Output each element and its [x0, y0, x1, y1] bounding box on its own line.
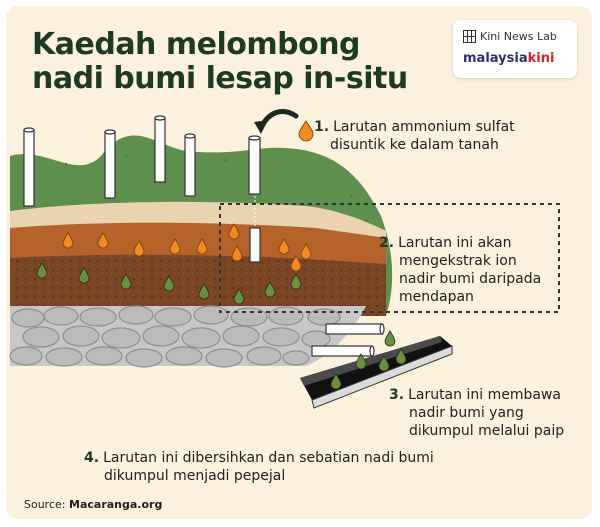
curved-arrow-icon	[254, 111, 296, 134]
step-3-number: 3.	[389, 387, 405, 403]
droplet-icon	[385, 331, 395, 346]
step-2-number: 2.	[379, 235, 395, 251]
outlet-pipe	[312, 346, 372, 356]
injection-pipe	[155, 118, 165, 182]
source-label: Source:	[24, 498, 66, 511]
step-2-line-2: mengekstrak ion	[399, 253, 517, 269]
brand-name-main: malaysia	[463, 51, 528, 66]
injection-pipe	[185, 136, 195, 196]
step-4-callout	[84, 449, 434, 485]
step-4-line-2: dikumpul menjadi pepejal	[104, 468, 286, 484]
step-3-line-1: Larutan ini membawa	[408, 387, 561, 403]
infographic	[6, 6, 592, 519]
step-1-callout	[314, 118, 515, 154]
source-credit	[24, 498, 162, 511]
step-2-line-1: Larutan ini akan	[398, 235, 512, 251]
step-3-callout	[389, 386, 564, 440]
step-3-line-3: dikumpul melalui paip	[409, 423, 565, 439]
droplet-icon	[299, 121, 313, 141]
step-2-line-4: mendapan	[399, 289, 474, 305]
step-4-number: 4.	[84, 450, 100, 466]
step-1-line-1: Larutan ammonium sulfat	[333, 119, 515, 135]
step-3-line-2: nadir bumi yang	[409, 405, 524, 421]
step-4-line-1: Larutan ini dibersihkan dan sebatian nadi bumi	[103, 450, 434, 466]
injection-pipe	[24, 130, 34, 206]
step-2-callout	[379, 234, 541, 306]
source-value: Macaranga.org	[69, 498, 163, 511]
brand-name-accent: kini	[527, 51, 555, 66]
soil-cross-section	[10, 202, 386, 316]
injection-pipe	[105, 132, 115, 198]
title-line-1: Kaedah melombong	[32, 27, 361, 62]
injection-pipe	[249, 138, 260, 194]
injection-pipe-underground	[250, 228, 260, 262]
step-1-number: 1.	[314, 119, 330, 135]
step-2-line-3: nadir bumi daripada	[399, 271, 542, 287]
rocks	[10, 306, 340, 367]
step-1-line-2: disuntik ke dalam tanah	[330, 137, 499, 153]
outlet-pipe	[326, 324, 382, 334]
brand-lab-label: Kini News Lab	[480, 30, 557, 43]
title-line-2: nadi bumi lesap in-situ	[32, 61, 408, 96]
